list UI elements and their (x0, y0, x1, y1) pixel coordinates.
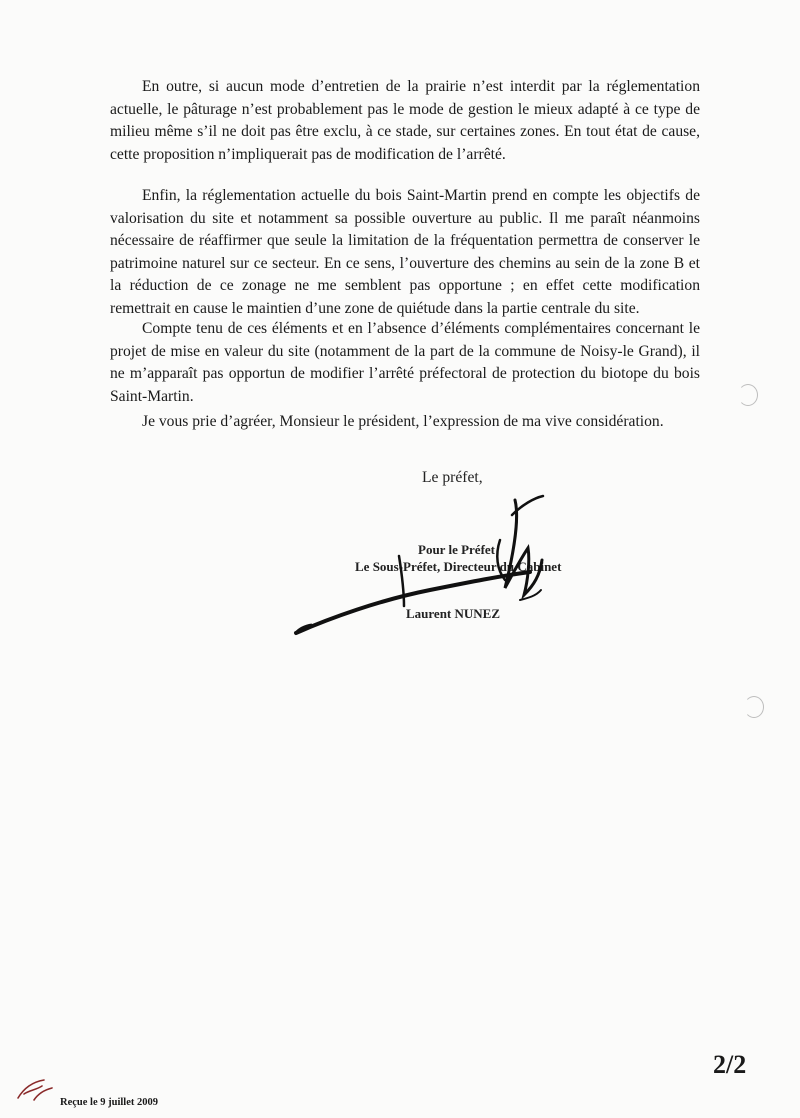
delegation-stamp-line-2: Le Sous-Préfet, Directeur du Cabinet (355, 559, 562, 574)
delegation-stamp-line-1: Pour le Préfet (418, 542, 495, 557)
paragraph-conclusion: Compte tenu de ces éléments et en l’absence d’éléments complémentaires concernant le projet de mise en valeur du site (notamment de la part de la commune de Noisy-le Grand), il ne m’apparaît pas opportun de modifier l’arrêté préfectoral de protection du biotope du bois Saint-Martin. (110, 320, 700, 405)
paragraph-pasture: En outre, si aucun mode d’entretien de la prairie n’est interdit par la réglementation actuelle, le pâturage n’est probablement pas le mode de gestion le mieux adapté à ce type de milieu même s’il ne doit pas être exclu, à ce stade, sur certaines zones. En tout état de cause, cette proposition n’impliquerait pas de modification de l’arrêté. (110, 78, 700, 163)
closing-salutation: Je vous prie d’agréer, Monsieur le président, l’expression de ma vive considération. (142, 413, 664, 430)
page-number: 2/2 (713, 1050, 747, 1079)
punch-hole-mark (738, 384, 758, 406)
signatory-title: Le préfet, (422, 469, 483, 486)
paragraph-public-access: Enfin, la réglementation actuelle du bois Saint-Martin prend en compte les objectifs de valorisation du site et notamment sa possible ouverture au public. Il me paraît néanmoins nécessaire de réaffirmer que seule la limitation de la fréquentation permettra de conserver le patrimoine naturel sur ce secteur. En ce sens, l’ouverture des chemins au sein de la zone B et la réduction de ce zonage ne me semblent pas opportune ; en effet cette modification remettrait en cause le maintien d’une zone de quiétude dans la partie centrale du site. (110, 187, 700, 317)
received-stamp: Reçue le 9 juillet 2009 (60, 1097, 158, 1108)
corner-scribble-icon (14, 1074, 56, 1104)
signatory-name: Laurent NUNEZ (406, 606, 501, 621)
punch-hole-mark (744, 696, 764, 718)
